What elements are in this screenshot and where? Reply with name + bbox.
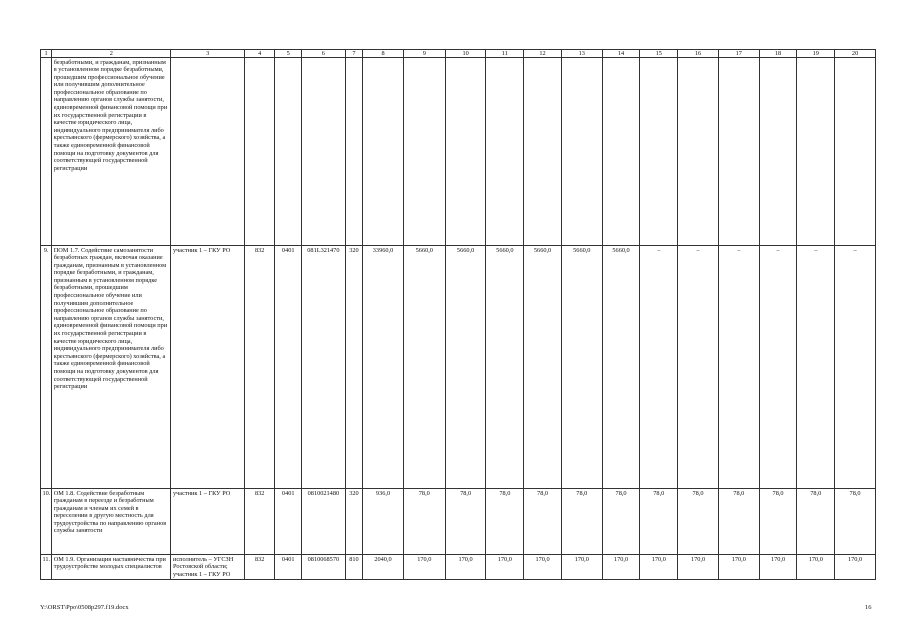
year-amount	[524, 58, 562, 246]
vr-code: 320	[345, 246, 362, 489]
year-amount: 78,0	[640, 489, 678, 555]
csr-code	[301, 58, 345, 246]
year-amount	[602, 58, 640, 246]
vr-code: 320	[345, 489, 362, 555]
executor	[171, 58, 244, 246]
event-name: безработными, и гражданам, признанным в установленном порядке безработными, прошедшим профессиональное обучение или получившим дополнительное профессиональное образование по направлению органов службы занятости, единовременной финансовой помощи при их государственной регистрации в качестве юридического лица, индивидуального предпринимателя либо крестьянского (фермерского) хозяйства, а также единовременной финансовой помощи на подготовку документов для соответствующей государственной регистрации	[52, 58, 171, 246]
event-name: ОМ 1.8. Содействие безработным гражданам в переезде и безработным гражданам и членам их семей в переселении в другую местность для трудоустройства по направлению органов службы занятости	[52, 489, 171, 555]
column-number-header	[41, 50, 876, 58]
year-amount	[797, 58, 835, 246]
year-amount: 78,0	[718, 489, 759, 555]
rzpr-code: 0401	[275, 246, 302, 489]
year-amount	[640, 58, 678, 246]
header-cell: 7	[345, 50, 362, 58]
year-amount	[678, 58, 719, 246]
budget-table	[40, 49, 876, 580]
year-amount: –	[718, 246, 759, 489]
year-amount: 78,0	[445, 489, 486, 555]
row-number: 9.	[41, 246, 52, 489]
year-amount: 170,0	[835, 555, 876, 580]
year-amount: 170,0	[524, 555, 562, 580]
rzpr-code: 0401	[275, 489, 302, 555]
rzpr-code: 0401	[275, 555, 302, 580]
year-amount: –	[759, 246, 797, 489]
year-amount: 170,0	[759, 555, 797, 580]
header-cell: 15	[640, 50, 678, 58]
executor: участник 1 – ГКУ РО	[171, 246, 244, 489]
header-cell: 4	[244, 50, 275, 58]
year-amount: 78,0	[561, 489, 602, 555]
year-amount: –	[678, 246, 719, 489]
csr-code: 0810068570	[301, 555, 345, 580]
year-amount	[486, 58, 524, 246]
header-cell: 13	[561, 50, 602, 58]
table-row	[41, 489, 876, 555]
total-amount: 936,0	[363, 489, 404, 555]
table-row	[41, 58, 876, 246]
year-amount: 170,0	[640, 555, 678, 580]
year-amount	[561, 58, 602, 246]
year-amount	[759, 58, 797, 246]
rzpr-code	[275, 58, 302, 246]
year-amount: 170,0	[561, 555, 602, 580]
header-cell: 16	[678, 50, 719, 58]
total-amount: 33960,0	[363, 246, 404, 489]
header-cell: 8	[363, 50, 404, 58]
grbs-code: 832	[244, 489, 275, 555]
row-number	[41, 58, 52, 246]
event-name: ОМ 1.9. Организация наставничества при трудоустройстве молодых специалистов	[52, 555, 171, 580]
year-amount	[718, 58, 759, 246]
header-cell: 12	[524, 50, 562, 58]
table-row	[41, 555, 876, 580]
header-cell: 2	[52, 50, 171, 58]
row-number: 11.	[41, 555, 52, 580]
csr-code: 0810021480	[301, 489, 345, 555]
year-amount: 78,0	[835, 489, 876, 555]
grbs-code: 832	[244, 246, 275, 489]
header-cell: 17	[718, 50, 759, 58]
row-number: 10.	[41, 489, 52, 555]
year-amount: 170,0	[486, 555, 524, 580]
year-amount: 78,0	[759, 489, 797, 555]
header-cell: 14	[602, 50, 640, 58]
vr-code: 810	[345, 555, 362, 580]
year-amount: 78,0	[403, 489, 445, 555]
header-cell: 5	[275, 50, 302, 58]
table-row	[41, 246, 876, 489]
year-amount: 5660,0	[486, 246, 524, 489]
year-amount	[445, 58, 486, 246]
file-path: Y:\ORST\Ppo\0508p297.f19.docx	[40, 604, 129, 611]
year-amount: –	[640, 246, 678, 489]
header-cell: 20	[835, 50, 876, 58]
year-amount: 170,0	[718, 555, 759, 580]
year-amount: 5660,0	[561, 246, 602, 489]
header-cell: 3	[171, 50, 244, 58]
year-amount: 170,0	[797, 555, 835, 580]
header-cell: 11	[486, 50, 524, 58]
year-amount: 170,0	[445, 555, 486, 580]
vr-code	[345, 58, 362, 246]
grbs-code: 832	[244, 555, 275, 580]
year-amount: 170,0	[678, 555, 719, 580]
year-amount: 5660,0	[403, 246, 445, 489]
grbs-code	[244, 58, 275, 246]
header-cell: 19	[797, 50, 835, 58]
year-amount: 5660,0	[445, 246, 486, 489]
header-cell: 9	[403, 50, 445, 58]
total-amount: 2040,0	[363, 555, 404, 580]
year-amount: 78,0	[678, 489, 719, 555]
event-name: ПОМ 1.7. Содействие самозанятости безработных граждан, включая оказание гражданам, признанным в установленном порядке безработными, и гражданам, признанным в установленном порядке безработными, прошедшим профессиональное обучение или получившим дополнительное профессиональное образование по направлению органов службы занятости, единовременной финансовой помощи при их государственной регистрации в качестве юридического лица, индивидуального предпринимателя либо крестьянского (фермерского) хозяйства, а также единовременной финансовой помощи на подготовку документов для соответствующей государственной регистрации	[52, 246, 171, 489]
year-amount: –	[835, 246, 876, 489]
executor: участник 1 – ГКУ РО	[171, 489, 244, 555]
year-amount: 78,0	[797, 489, 835, 555]
year-amount: –	[797, 246, 835, 489]
year-amount: 170,0	[403, 555, 445, 580]
page-number: 16	[865, 604, 872, 611]
csr-code: 081L321470	[301, 246, 345, 489]
year-amount: 78,0	[524, 489, 562, 555]
total-amount	[363, 58, 404, 246]
year-amount	[403, 58, 445, 246]
header-cell: 1	[41, 50, 52, 58]
executor: исполнитель – УГСЗН Ростовской области; участник 1 – ГКУ РО	[171, 555, 244, 580]
year-amount	[835, 58, 876, 246]
year-amount: 170,0	[602, 555, 640, 580]
year-amount: 78,0	[486, 489, 524, 555]
year-amount: 5660,0	[524, 246, 562, 489]
header-cell: 18	[759, 50, 797, 58]
header-cell: 6	[301, 50, 345, 58]
year-amount: 78,0	[602, 489, 640, 555]
header-cell: 10	[445, 50, 486, 58]
year-amount: 5660,0	[602, 246, 640, 489]
